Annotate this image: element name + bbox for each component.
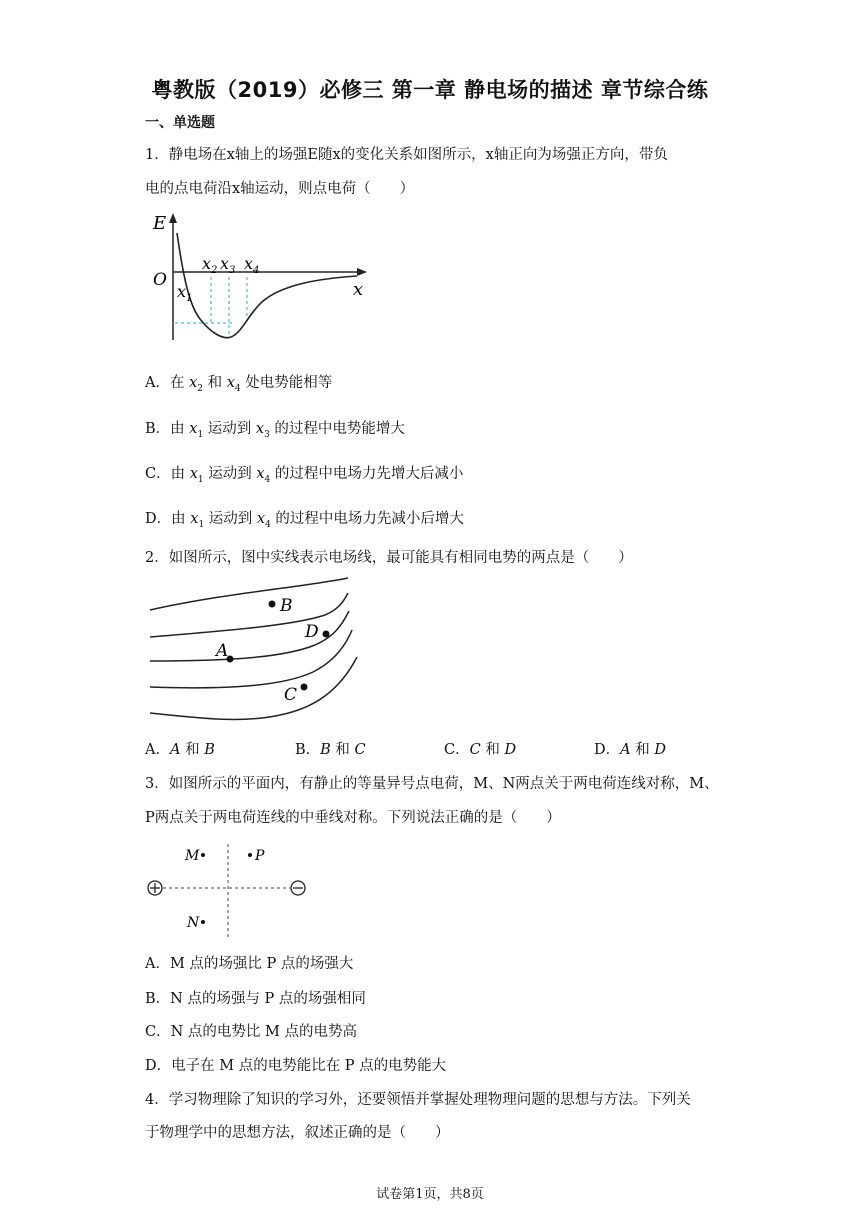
- q3-option-b[interactable]: B．N 点的场强与 P 点的场强相同: [145, 991, 366, 1007]
- q4-stem-line1: 4．学习物理除了知识的学习外，还要领悟并掌握处理物理问题的思想与方法。下列关: [145, 1092, 691, 1108]
- q1-option-d[interactable]: D．由 $x_1$ 运动到 $x_4$ 的过程中电场力先减小后增大: [145, 511, 464, 530]
- x2-subscript: 2: [211, 265, 218, 276]
- x4-subscript: 4: [253, 265, 260, 276]
- q3-option-c[interactable]: C．N 点的电势比 M 点的电势高: [145, 1024, 357, 1040]
- q2-stem: 2．如图所示，图中实线表示电场线，最可能具有相同电势的两点是（ ）: [145, 550, 633, 566]
- x4-label: x: [244, 254, 254, 273]
- e-axis-label: E: [153, 213, 167, 234]
- q2-option-c[interactable]: C．C 和 D: [444, 742, 517, 758]
- point-m-label: M: [185, 848, 200, 864]
- q3-option-d[interactable]: D．电子在 M 点的电势能比在 P 点的电势能大: [145, 1058, 447, 1074]
- q1-option-c[interactable]: C．由 $x_1$ 运动到 $x_4$ 的过程中电场力先增大后减小: [145, 466, 464, 485]
- q3-charges-figure: [145, 842, 315, 942]
- x1-subscript: 1: [186, 293, 193, 304]
- q3-stem-line1: 3．如图所示的平面内，有静止的等量异号点电荷，M、N两点关于两电荷连线对称，M、: [145, 776, 719, 792]
- q2-option-b[interactable]: B．B 和 C: [295, 742, 366, 758]
- q1-e-x-graph: [145, 205, 375, 345]
- q2-option-a[interactable]: A．A 和 B: [145, 742, 215, 758]
- point-n-label: N: [187, 915, 200, 931]
- q2-field-lines-figure: [145, 575, 365, 725]
- point-b-label: B: [280, 596, 293, 616]
- point-d-label: D: [305, 622, 319, 642]
- x2-label: x: [202, 254, 212, 273]
- q3-option-a[interactable]: A．M 点的场强比 P 点的场强大: [145, 956, 354, 972]
- q1-stem-line2: 电的点电荷沿x轴运动，则点电荷（ ）: [145, 181, 415, 197]
- point-c-label: C: [284, 685, 298, 705]
- point-p-label: P: [255, 848, 265, 864]
- x3-label: x: [220, 254, 230, 273]
- page-footer: 试卷第1页，共8页: [376, 1187, 484, 1202]
- section-heading: 一、单选题: [145, 115, 215, 131]
- x3-subscript: 3: [229, 265, 236, 276]
- q4-stem-line2: 于物理学中的思想方法，叙述正确的是（ ）: [145, 1125, 450, 1141]
- q1-option-a[interactable]: A．在 $x_2$ 和 $x_4$ 处电势能相等: [145, 375, 333, 394]
- point-a-label: A: [216, 641, 229, 661]
- q2-option-d[interactable]: D．A 和 D: [594, 742, 666, 758]
- x1-label: x: [177, 282, 187, 301]
- origin-label: O: [153, 270, 167, 290]
- page-title: 粤教版（2019）必修三 第一章 静电场的描述 章节综合练: [151, 78, 709, 102]
- q1-stem-line1: 1．静电场在x轴上的场强E随x的变化关系如图所示，x轴正向为场强正方向，带负: [145, 147, 668, 163]
- x-axis-label: x: [353, 279, 364, 300]
- q1-option-b[interactable]: B．由 $x_1$ 运动到 $x_3$ 的过程中电势能增大: [145, 421, 405, 440]
- q3-stem-line2: P两点关于两电荷连线的中垂线对称。下列说法正确的是（ ）: [145, 810, 561, 826]
